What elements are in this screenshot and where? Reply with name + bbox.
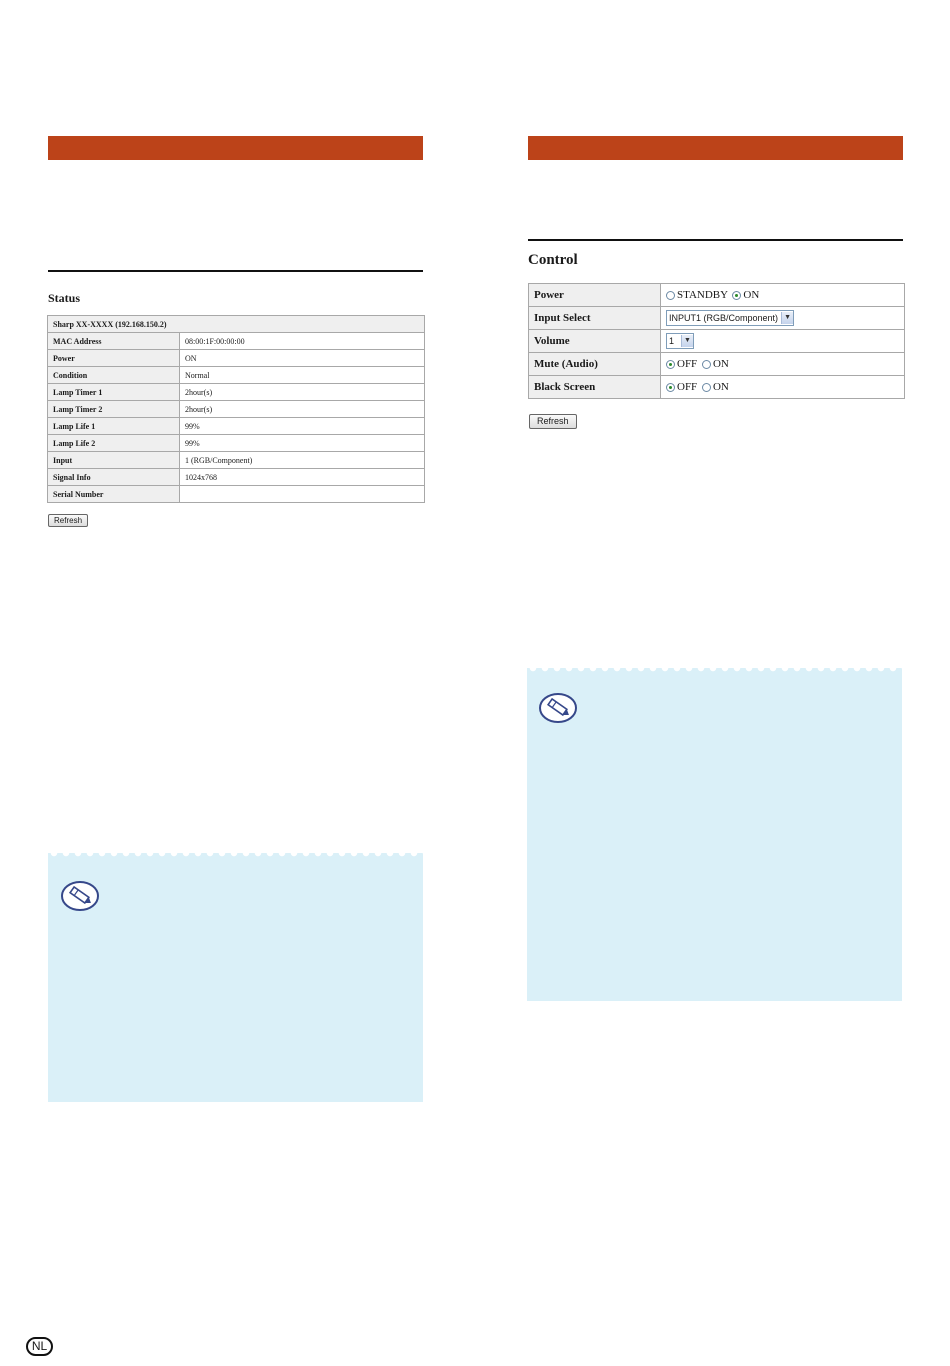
- status-label: Lamp Timer 1: [48, 384, 180, 401]
- status-table: [47, 315, 425, 503]
- section-header-bar-right: [528, 136, 903, 160]
- pencil-note-icon: [539, 692, 579, 724]
- black-screen-options: [661, 376, 905, 399]
- note-box-left: [48, 853, 423, 1102]
- table-row: [529, 353, 905, 376]
- power-on-radio[interactable]: [732, 291, 741, 300]
- power-label: Power: [529, 284, 661, 307]
- note-scallop-edge: [527, 668, 902, 675]
- table-row: [48, 401, 425, 418]
- table-row: [529, 307, 905, 330]
- table-row: [48, 316, 425, 333]
- status-value: 2hour(s): [180, 401, 425, 418]
- status-value: 99%: [180, 435, 425, 452]
- table-row: [48, 418, 425, 435]
- control-refresh-button[interactable]: Refresh: [529, 414, 577, 429]
- table-row: [48, 469, 425, 486]
- status-label: Condition: [48, 367, 180, 384]
- input-select-value: INPUT1 (RGB/Component): [669, 313, 779, 323]
- input-select-dropdown[interactable]: [666, 310, 794, 326]
- power-options: [661, 284, 905, 307]
- status-label: Lamp Timer 2: [48, 401, 180, 418]
- section-header-bar-left: [48, 136, 423, 160]
- status-label: Power: [48, 350, 180, 367]
- status-value: 2hour(s): [180, 384, 425, 401]
- table-row: [48, 350, 425, 367]
- table-row: [529, 330, 905, 353]
- black-screen-on-radio[interactable]: [702, 383, 711, 392]
- mute-off-radio[interactable]: [666, 360, 675, 369]
- black-screen-label: Black Screen: [529, 376, 661, 399]
- table-row: [48, 384, 425, 401]
- table-row: [529, 376, 905, 399]
- volume-label: Volume: [529, 330, 661, 353]
- status-label: MAC Address: [48, 333, 180, 350]
- status-value: 99%: [180, 418, 425, 435]
- divider-rule-right: [528, 239, 903, 241]
- status-refresh-button[interactable]: Refresh: [48, 514, 88, 527]
- mute-options: [661, 353, 905, 376]
- pencil-note-icon: [61, 880, 101, 912]
- volume-dropdown[interactable]: [666, 333, 694, 349]
- black-screen-off-label: OFF: [677, 381, 698, 393]
- status-label: Lamp Life 2: [48, 435, 180, 452]
- control-heading: Control: [528, 252, 578, 268]
- chevron-down-icon[interactable]: ▼: [681, 335, 693, 347]
- volume-cell: [661, 330, 905, 353]
- volume-value: 1: [669, 336, 675, 346]
- table-row: [529, 284, 905, 307]
- table-row: [48, 452, 425, 469]
- power-standby-radio[interactable]: [666, 291, 675, 300]
- power-standby-label: STANDBY: [677, 289, 728, 301]
- black-screen-off-radio[interactable]: [666, 383, 675, 392]
- status-value: Normal: [180, 367, 425, 384]
- input-select-cell: [661, 307, 905, 330]
- status-value: [180, 486, 425, 503]
- power-on-label: ON: [743, 289, 760, 301]
- mute-off-label: OFF: [677, 358, 698, 370]
- language-badge: NL: [26, 1337, 53, 1356]
- table-row: [48, 333, 425, 350]
- status-label: Signal Info: [48, 469, 180, 486]
- note-box-right: [527, 668, 902, 1001]
- mute-on-label: ON: [712, 358, 729, 370]
- divider-rule-left: [48, 270, 423, 272]
- black-screen-on-label: ON: [712, 381, 729, 393]
- status-label: Serial Number: [48, 486, 180, 503]
- status-value: ON: [180, 350, 425, 367]
- mute-label: Mute (Audio): [529, 353, 661, 376]
- table-row: [48, 367, 425, 384]
- chevron-down-icon[interactable]: ▼: [781, 312, 793, 324]
- status-label: Lamp Life 1: [48, 418, 180, 435]
- table-row: [48, 435, 425, 452]
- status-value: 1 (RGB/Component): [180, 452, 425, 469]
- mute-on-radio[interactable]: [702, 360, 711, 369]
- status-label: Input: [48, 452, 180, 469]
- status-value: 1024x768: [180, 469, 425, 486]
- status-heading: Status: [48, 291, 81, 305]
- status-device-header: Sharp XX-XXXX (192.168.150.2): [48, 316, 425, 333]
- table-row: [48, 486, 425, 503]
- status-value: 08:00:1F:00:00:00: [180, 333, 425, 350]
- input-select-label: Input Select: [529, 307, 661, 330]
- note-scallop-edge: [48, 853, 423, 860]
- control-table: [528, 283, 905, 399]
